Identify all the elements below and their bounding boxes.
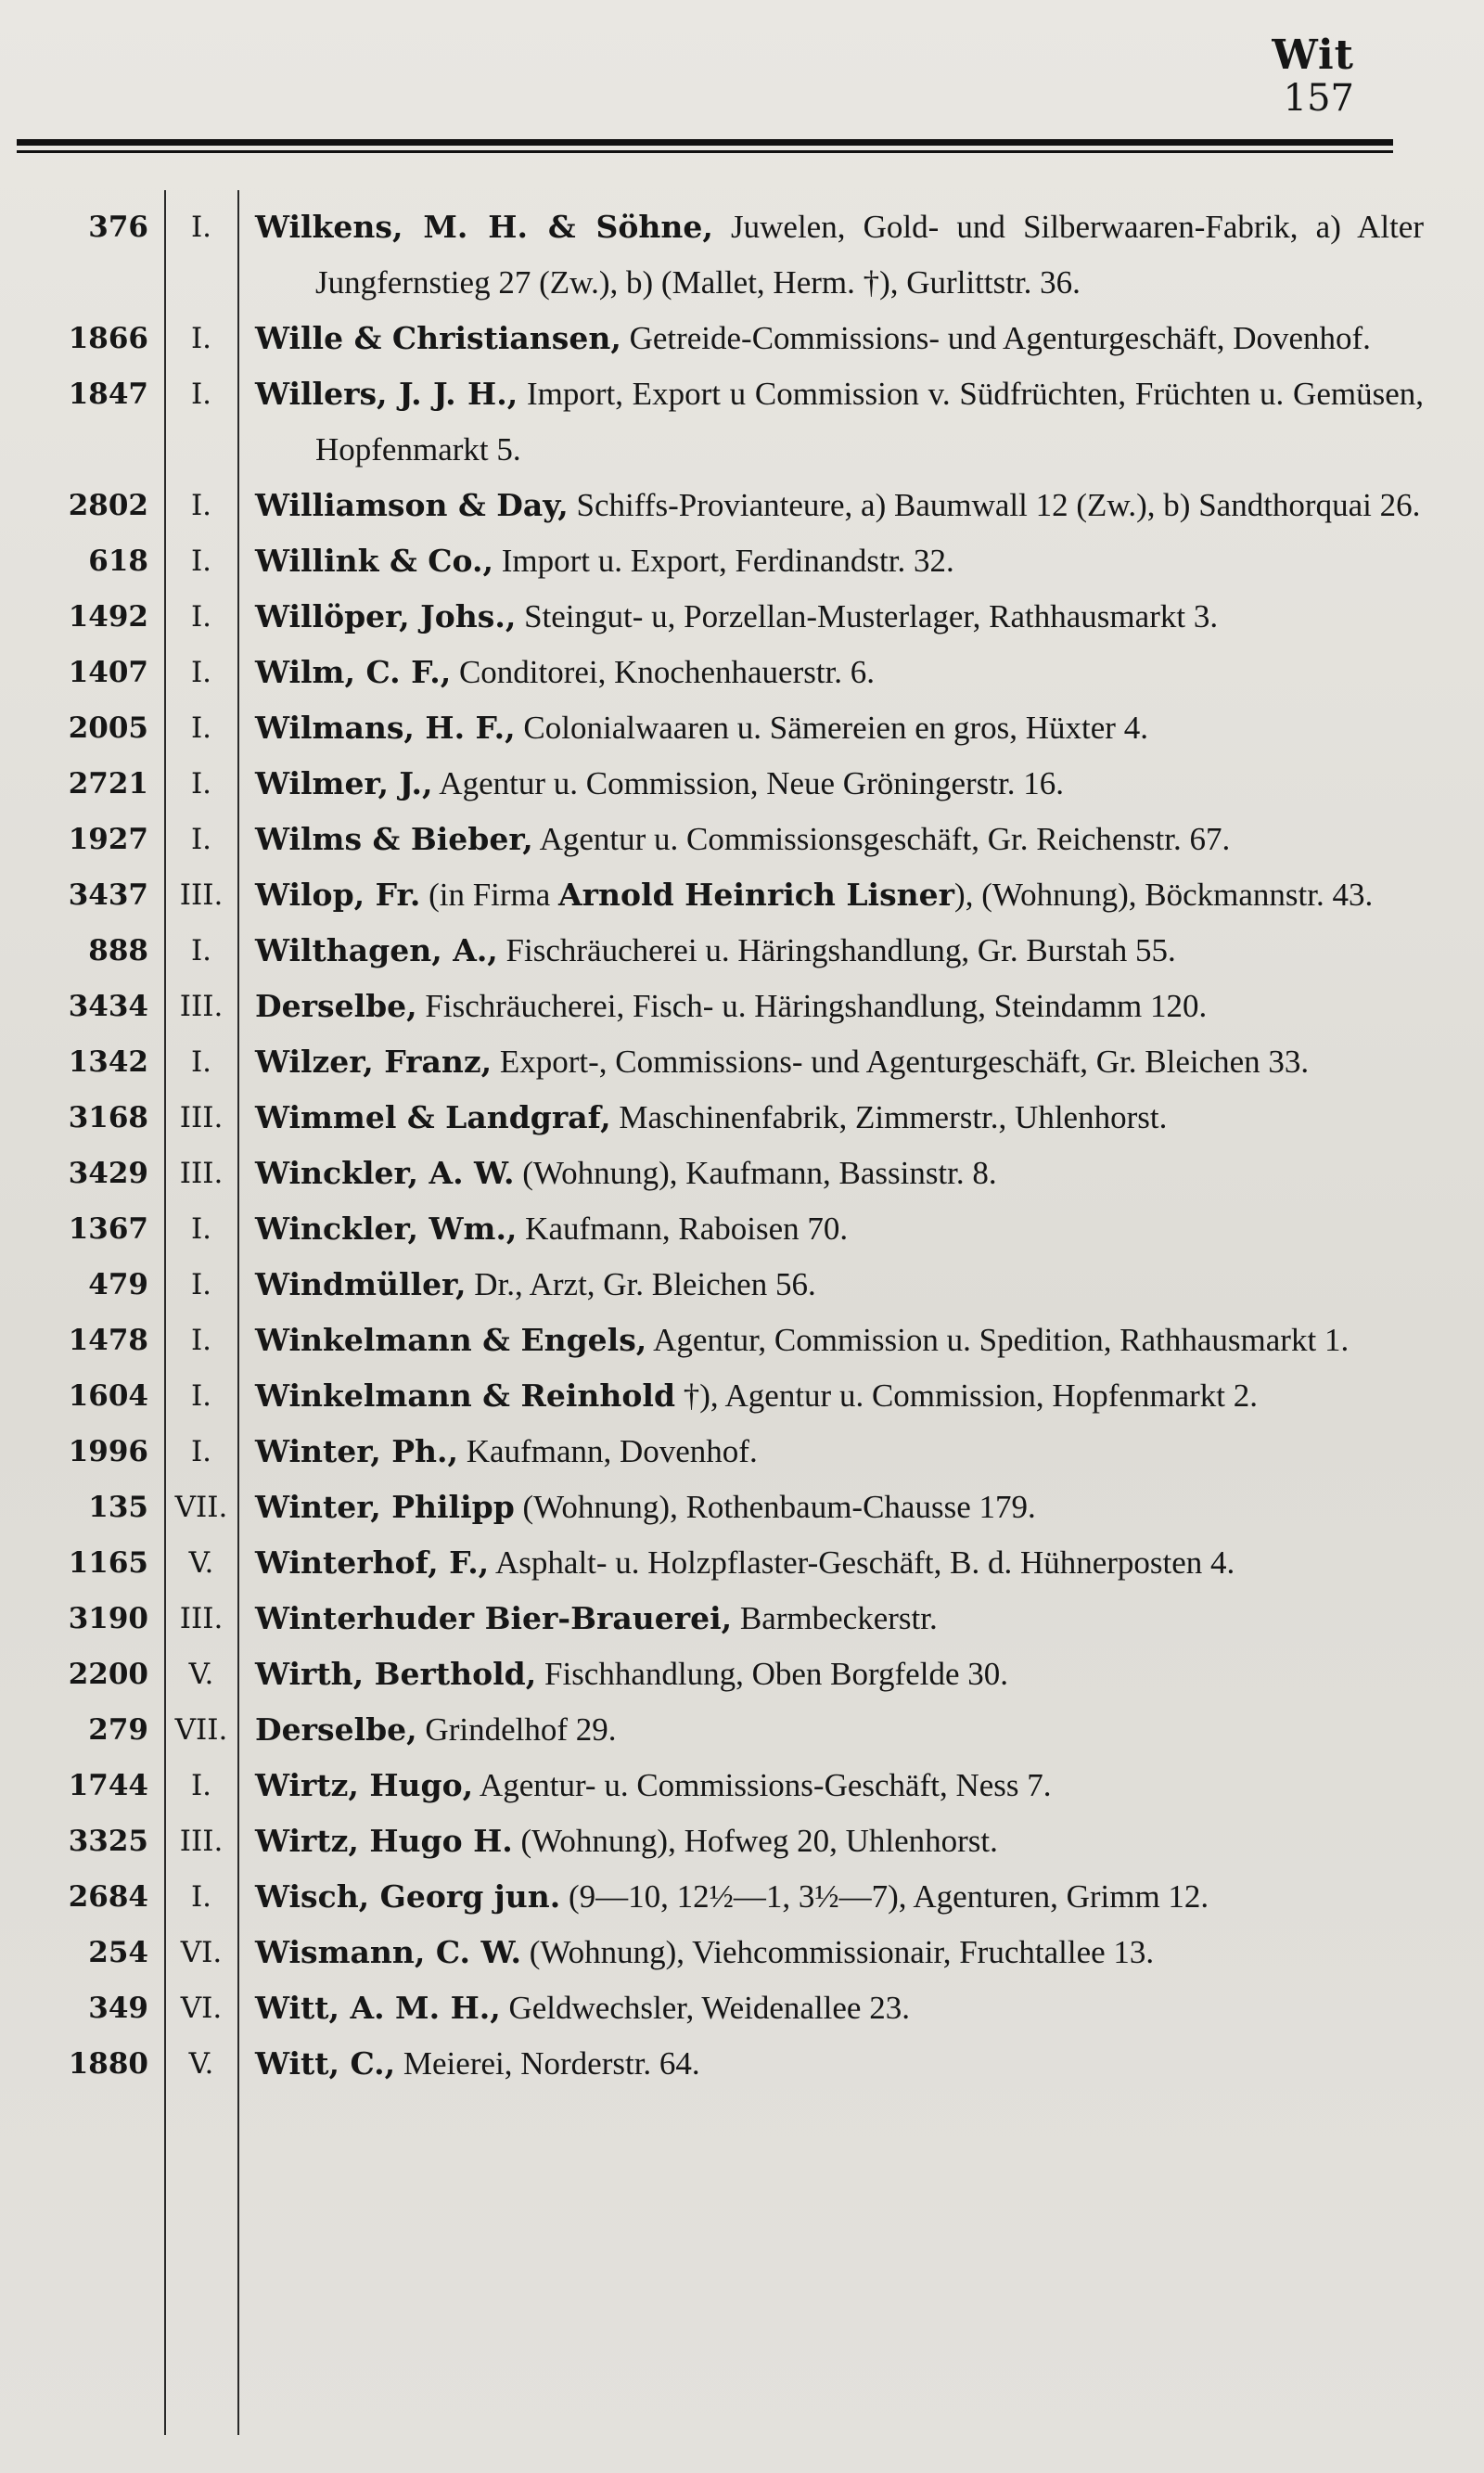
- entry-text: [255, 1591, 1424, 1647]
- entry-text: [255, 1480, 1424, 1535]
- entry-number: 1367: [68, 1212, 148, 1246]
- entry-name: Wisch, Georg jun.: [255, 1878, 561, 1915]
- entry-detail: Kaufmann, Dovenhof.: [458, 1433, 758, 1469]
- entry-text: [255, 1647, 1424, 1702]
- entry-detail: Grindelhof 29.: [416, 1711, 617, 1748]
- header-rule: [17, 139, 1393, 146]
- directory-entry: [0, 979, 1484, 1034]
- entry-firm-name: Arnold Heinrich Lisner: [558, 877, 955, 913]
- entry-number: 618: [88, 545, 148, 578]
- entry-name: Winter, Ph.,: [255, 1433, 458, 1469]
- entry-name: Wilthagen, A.,: [255, 932, 498, 968]
- entry-text: [255, 1535, 1424, 1591]
- entry-name: Wille & Christiansen,: [255, 320, 621, 356]
- directory-entry: [0, 1201, 1484, 1257]
- entry-text: [255, 1034, 1424, 1090]
- directory-entry: [0, 1424, 1484, 1480]
- entry-text: [255, 645, 1424, 700]
- entry-name: Witt, C.,: [255, 2045, 396, 2082]
- entry-district: V.: [188, 1658, 214, 1691]
- entry-name: Wilmer, J.,: [255, 765, 433, 801]
- directory-entry: [0, 1313, 1484, 1368]
- entry-name: Willink & Co.,: [255, 543, 493, 579]
- entry-detail: Import u. Export, Ferdinandstr. 32.: [493, 543, 954, 579]
- entry-detail: (Wohnung), Hofweg 20, Uhlenhorst.: [512, 1823, 998, 1859]
- entry-detail: Steingut- u, Porzellan-Musterlager, Rathhausmarkt 3.: [516, 598, 1219, 634]
- entry-text: [255, 1146, 1424, 1201]
- entry-name: Winterhof, F.,: [255, 1544, 490, 1581]
- entry-name: Winterhuder Bier-Brauerei,: [255, 1600, 733, 1636]
- entry-district: I.: [190, 1880, 212, 1914]
- entry-number: 1604: [68, 1379, 148, 1413]
- entry-detail: †), Agentur u. Commission, Hopfenmarkt 2.: [675, 1377, 1259, 1414]
- entry-text: [255, 1201, 1424, 1257]
- entry-district: I.: [190, 211, 212, 244]
- entry-text: [255, 311, 1424, 366]
- entry-district: I.: [190, 711, 212, 745]
- entry-name: Windmüller,: [255, 1266, 467, 1302]
- entry-number: 888: [88, 934, 148, 967]
- entry-detail: Agentur- u. Commissions-Geschäft, Ness 7.: [473, 1767, 1052, 1803]
- entry-district: I.: [190, 489, 212, 522]
- entry-number: 479: [88, 1268, 148, 1301]
- entry-name: Williamson & Day,: [255, 487, 569, 523]
- directory-entry: [0, 700, 1484, 756]
- entry-district: I.: [190, 1045, 212, 1079]
- entry-name: Wirtz, Hugo,: [255, 1767, 474, 1803]
- entry-detail: Geldwechsler, Weidenallee 23.: [500, 1990, 910, 2026]
- entry-name: Willers, J. J. H.,: [255, 376, 518, 412]
- entry-text: [255, 1702, 1424, 1758]
- entry-text: [255, 366, 1424, 478]
- entry-name: Winckler, A. W.: [255, 1155, 515, 1191]
- directory-entry: [0, 1146, 1484, 1201]
- directory-entry: [0, 366, 1484, 478]
- entry-detail: Agentur u. Commissionsgeschäft, Gr. Reichenstr. 67.: [532, 821, 1231, 857]
- entry-text: [255, 1424, 1424, 1480]
- entry-detail-prefix: (in Firma: [420, 877, 559, 913]
- entry-number: 135: [88, 1491, 148, 1524]
- directory-entry: [0, 1090, 1484, 1146]
- entry-number: 3434: [68, 990, 148, 1023]
- directory-entry: [0, 1257, 1484, 1313]
- entry-text: [255, 589, 1424, 645]
- entry-district: I.: [190, 934, 212, 967]
- entry-text: [255, 756, 1424, 812]
- entry-number: 3437: [68, 878, 148, 912]
- entry-district: III.: [179, 1157, 224, 1190]
- entry-district: VII.: [174, 1713, 228, 1747]
- entry-name: Willöper, Johs.,: [255, 598, 517, 634]
- directory-entry: [0, 1034, 1484, 1090]
- entry-number: 2684: [68, 1880, 148, 1914]
- entry-district: I.: [190, 1435, 212, 1468]
- entry-number: 1342: [68, 1045, 148, 1079]
- entry-name: Wilkens, M. H. & Söhne,: [255, 209, 713, 245]
- running-head-word: Wit: [1272, 32, 1354, 79]
- entry-district: I.: [190, 823, 212, 856]
- entry-name: Wirtz, Hugo H.: [255, 1823, 513, 1859]
- entry-detail: (Wohnung), Viehcommissionair, Fruchtallee 13.: [520, 1934, 1155, 1970]
- entry-district: V.: [188, 1546, 214, 1580]
- entry-number: 1478: [68, 1324, 148, 1357]
- entry-district: III.: [179, 1825, 224, 1858]
- entry-name: Winkelmann & Reinhold: [255, 1377, 676, 1414]
- entry-district: VI.: [180, 1992, 223, 2025]
- entry-district: VII.: [174, 1491, 228, 1524]
- directory-entry: [0, 1758, 1484, 1813]
- entry-name: Wilop, Fr.: [255, 877, 421, 913]
- directory-entry: [0, 311, 1484, 366]
- entry-detail: Fischräucherei u. Häringshandlung, Gr. Burstah 55.: [497, 932, 1176, 968]
- entry-district: I.: [190, 1212, 212, 1246]
- directory-entry: [0, 533, 1484, 589]
- entry-detail: Getreide-Commissions- und Agenturgeschäft, Dovenhof.: [620, 320, 1371, 356]
- entry-detail: ), (Wohnung), Böckmannstr. 43.: [954, 877, 1374, 913]
- directory-entry: [0, 1647, 1484, 1702]
- directory-entry: [0, 867, 1484, 923]
- entry-detail: Export-, Commissions- und Agenturgeschäft, Gr. Bleichen 33.: [492, 1044, 1310, 1080]
- entry-detail: (9—10, 12½—1, 3½—7), Agenturen, Grimm 12.: [560, 1878, 1209, 1915]
- entry-number: 254: [88, 1936, 148, 1969]
- entry-number: 2721: [68, 767, 148, 801]
- directory-entry: [0, 199, 1484, 311]
- entry-number: 2802: [68, 489, 148, 522]
- entry-name: Wimmel & Landgraf,: [255, 1099, 611, 1135]
- entry-name: Witt, A. M. H.,: [255, 1990, 501, 2026]
- directory-entry: [0, 1869, 1484, 1925]
- entry-name: Wilms & Bieber,: [255, 821, 533, 857]
- entry-detail: Barmbeckerstr.: [732, 1600, 938, 1636]
- entry-detail: Dr., Arzt, Gr. Bleichen 56.: [466, 1266, 816, 1302]
- entry-text: [255, 979, 1424, 1034]
- directory-entries: [0, 199, 1484, 2092]
- entry-name: Winckler, Wm.,: [255, 1211, 518, 1247]
- entry-detail: Fischräucherei, Fisch- u. Häringshandlung, Steindamm 120.: [416, 988, 1208, 1024]
- entry-district: I.: [190, 545, 212, 578]
- entry-district: I.: [190, 1268, 212, 1301]
- entry-detail: Kaufmann, Raboisen 70.: [517, 1211, 849, 1247]
- entry-detail: Schiffs-Provianteure, a) Baumwall 12 (Zw.), b) Sandthorquai 26.: [568, 487, 1421, 523]
- entry-name: Derselbe,: [255, 1711, 417, 1748]
- directory-entry: [0, 1480, 1484, 1535]
- entry-text: [255, 812, 1424, 867]
- entry-number: 1996: [68, 1435, 148, 1468]
- directory-entry: [0, 1980, 1484, 2036]
- entry-district: V.: [188, 2047, 214, 2081]
- directory-entry: [0, 756, 1484, 812]
- entry-number: 1407: [68, 656, 148, 689]
- entry-district: VI.: [180, 1936, 223, 1969]
- entry-district: I.: [190, 600, 212, 634]
- entry-district: III.: [179, 1602, 224, 1635]
- entry-number: 3325: [68, 1825, 148, 1858]
- entry-text: [255, 1869, 1424, 1925]
- entry-district: I.: [190, 378, 212, 411]
- entry-text: [255, 478, 1424, 533]
- entry-text: [255, 1980, 1424, 2036]
- entry-detail: Maschinenfabrik, Zimmerstr., Uhlenhorst.: [610, 1099, 1168, 1135]
- entry-name: Winkelmann & Engels,: [255, 1322, 647, 1358]
- directory-entry: [0, 1535, 1484, 1591]
- directory-entry: [0, 812, 1484, 867]
- entry-detail: Import, Export u Commission v. Südfrüchten, Früchten u. Gemüsen, Hopfenmarkt 5.: [315, 376, 1424, 468]
- entry-district: I.: [190, 656, 212, 689]
- entry-number: 279: [88, 1713, 148, 1747]
- entry-district: III.: [179, 878, 224, 912]
- entry-text: [255, 199, 1424, 311]
- entry-name: Derselbe,: [255, 988, 417, 1024]
- entry-name: Winter, Philipp: [255, 1489, 515, 1525]
- directory-entry: [0, 1591, 1484, 1647]
- directory-entry: [0, 478, 1484, 533]
- entry-detail: Colonialwaaren u. Sämereien en gros, Hüxter 4.: [515, 710, 1148, 746]
- directory-entry: [0, 2036, 1484, 2092]
- entry-district: I.: [190, 1379, 212, 1413]
- entry-number: 2200: [68, 1658, 148, 1691]
- entry-text: [255, 867, 1424, 923]
- directory-entry: [0, 923, 1484, 979]
- entry-text: [255, 1090, 1424, 1146]
- entry-number: 1165: [68, 1546, 148, 1580]
- entry-text: [255, 700, 1424, 756]
- entry-number: 1866: [68, 322, 148, 355]
- entry-district: III.: [179, 990, 224, 1023]
- page-number: 157: [1283, 77, 1354, 120]
- directory-entry: [0, 1813, 1484, 1869]
- entry-detail: Agentur, Commission u. Spedition, Rathhausmarkt 1.: [646, 1322, 1350, 1358]
- header-rule-thin: [17, 150, 1393, 153]
- entry-detail: Juwelen, Gold- und Silberwaaren-Fabrik, a) Alter Jungfernstieg 27 (Zw.), b) (Mallet, Herm. †), Gurlittstr. 36.: [315, 209, 1424, 301]
- entry-number: 2005: [68, 711, 148, 745]
- directory-entry: [0, 1702, 1484, 1758]
- entry-number: 349: [88, 1992, 148, 2025]
- entry-name: Wilmans, H. F.,: [255, 710, 516, 746]
- entry-district: I.: [190, 322, 212, 355]
- entry-number: 376: [88, 211, 148, 244]
- entry-detail: Asphalt- u. Holzpflaster-Geschäft, B. d. Hühnerposten 4.: [489, 1544, 1235, 1581]
- entry-number: 3190: [68, 1602, 148, 1635]
- entry-detail: Agentur u. Commission, Neue Gröningerstr. 16.: [432, 765, 1064, 801]
- entry-text: [255, 1313, 1424, 1368]
- entry-name: Wilm, C. F.,: [255, 654, 452, 690]
- directory-entry: [0, 1925, 1484, 1980]
- entry-detail: Conditorei, Knochenhauerstr. 6.: [451, 654, 876, 690]
- entry-text: [255, 923, 1424, 979]
- directory-entry: [0, 645, 1484, 700]
- entry-detail: (Wohnung), Kaufmann, Bassinstr. 8.: [514, 1155, 997, 1191]
- entry-district: III.: [179, 1101, 224, 1134]
- entry-number: 1880: [68, 2047, 148, 2081]
- entry-text: [255, 1758, 1424, 1813]
- entry-name: Wilzer, Franz,: [255, 1044, 493, 1080]
- entry-name: Wirth, Berthold,: [255, 1656, 537, 1692]
- entry-text: [255, 1368, 1424, 1424]
- entry-number: 1492: [68, 600, 148, 634]
- entry-text: [255, 533, 1424, 589]
- entry-district: I.: [190, 767, 212, 801]
- entry-number: 1744: [68, 1769, 148, 1802]
- entry-number: 3168: [68, 1101, 148, 1134]
- entry-detail: (Wohnung), Rothenbaum-Chausse 179.: [514, 1489, 1036, 1525]
- entry-text: [255, 1813, 1424, 1869]
- entry-text: [255, 1925, 1424, 1980]
- entry-text: [255, 1257, 1424, 1313]
- entry-detail: Fischhandlung, Oben Borgfelde 30.: [536, 1656, 1008, 1692]
- directory-entry: [0, 589, 1484, 645]
- entry-number: 1847: [68, 378, 148, 411]
- entry-number: 1927: [68, 823, 148, 856]
- entry-detail: Meierei, Norderstr. 64.: [395, 2045, 700, 2082]
- page-header: [1272, 32, 1354, 120]
- directory-entry: [0, 1368, 1484, 1424]
- entry-number: 3429: [68, 1157, 148, 1190]
- entry-name: Wismann, C. W.: [255, 1934, 521, 1970]
- entry-district: I.: [190, 1769, 212, 1802]
- entry-text: [255, 2036, 1424, 2092]
- entry-district: I.: [190, 1324, 212, 1357]
